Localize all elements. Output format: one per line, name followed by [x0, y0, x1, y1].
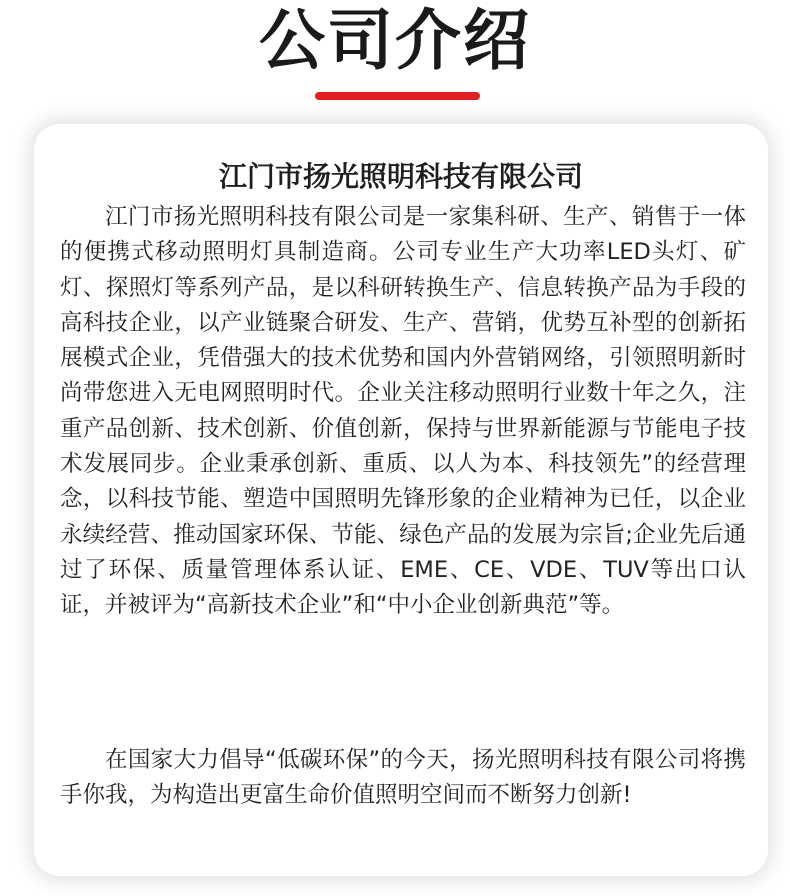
page-title: 公司介绍 [259, 2, 531, 79]
intro-paragraph-1: 江门市扬光照明科技有限公司是一家集科研、生产、销售于一体的便携式移动照明灯具制造商。公司专业生产大功率LED头灯、矿灯、探照灯等系列产品，是以科研转换生产、信息转换产品为手段的高科技企业，以产业链聚合研发、生产、营销，优势互补型的创新拓展模式企业，凭借强大的技术优势和国内外营销网络，引领照明新时尚带您进入无电网照明时代。企业关注移动照明行业数十年之久，注重产品创新、技术创新、价值创新，保持与世界新能源与节能电子技术发展同步。企业秉承创新、重质、以人为本、科技领先”的经营理念，以科技节能、塑造中国照明先锋形象的企业精神为已任，以企业永续经营、推动国家环保、节能、绿色产品的发展为宗旨;企业先后通过了环保、质量管理体系认证、EME、CE、VDE、TUV等出口认证，并被评为“高新技术企业”和“中小企业创新典范”等。 [60, 204, 746, 619]
title-underline [315, 92, 480, 100]
company-name: 江门市扬光照明科技有限公司 [218, 160, 583, 193]
intro-paragraph-2: 在国家大力倡导“低碳环保”的今天，扬光照明科技有限公司将携手你我，为构造出更富生命价值照明空间而不断努力创新! [60, 747, 746, 809]
